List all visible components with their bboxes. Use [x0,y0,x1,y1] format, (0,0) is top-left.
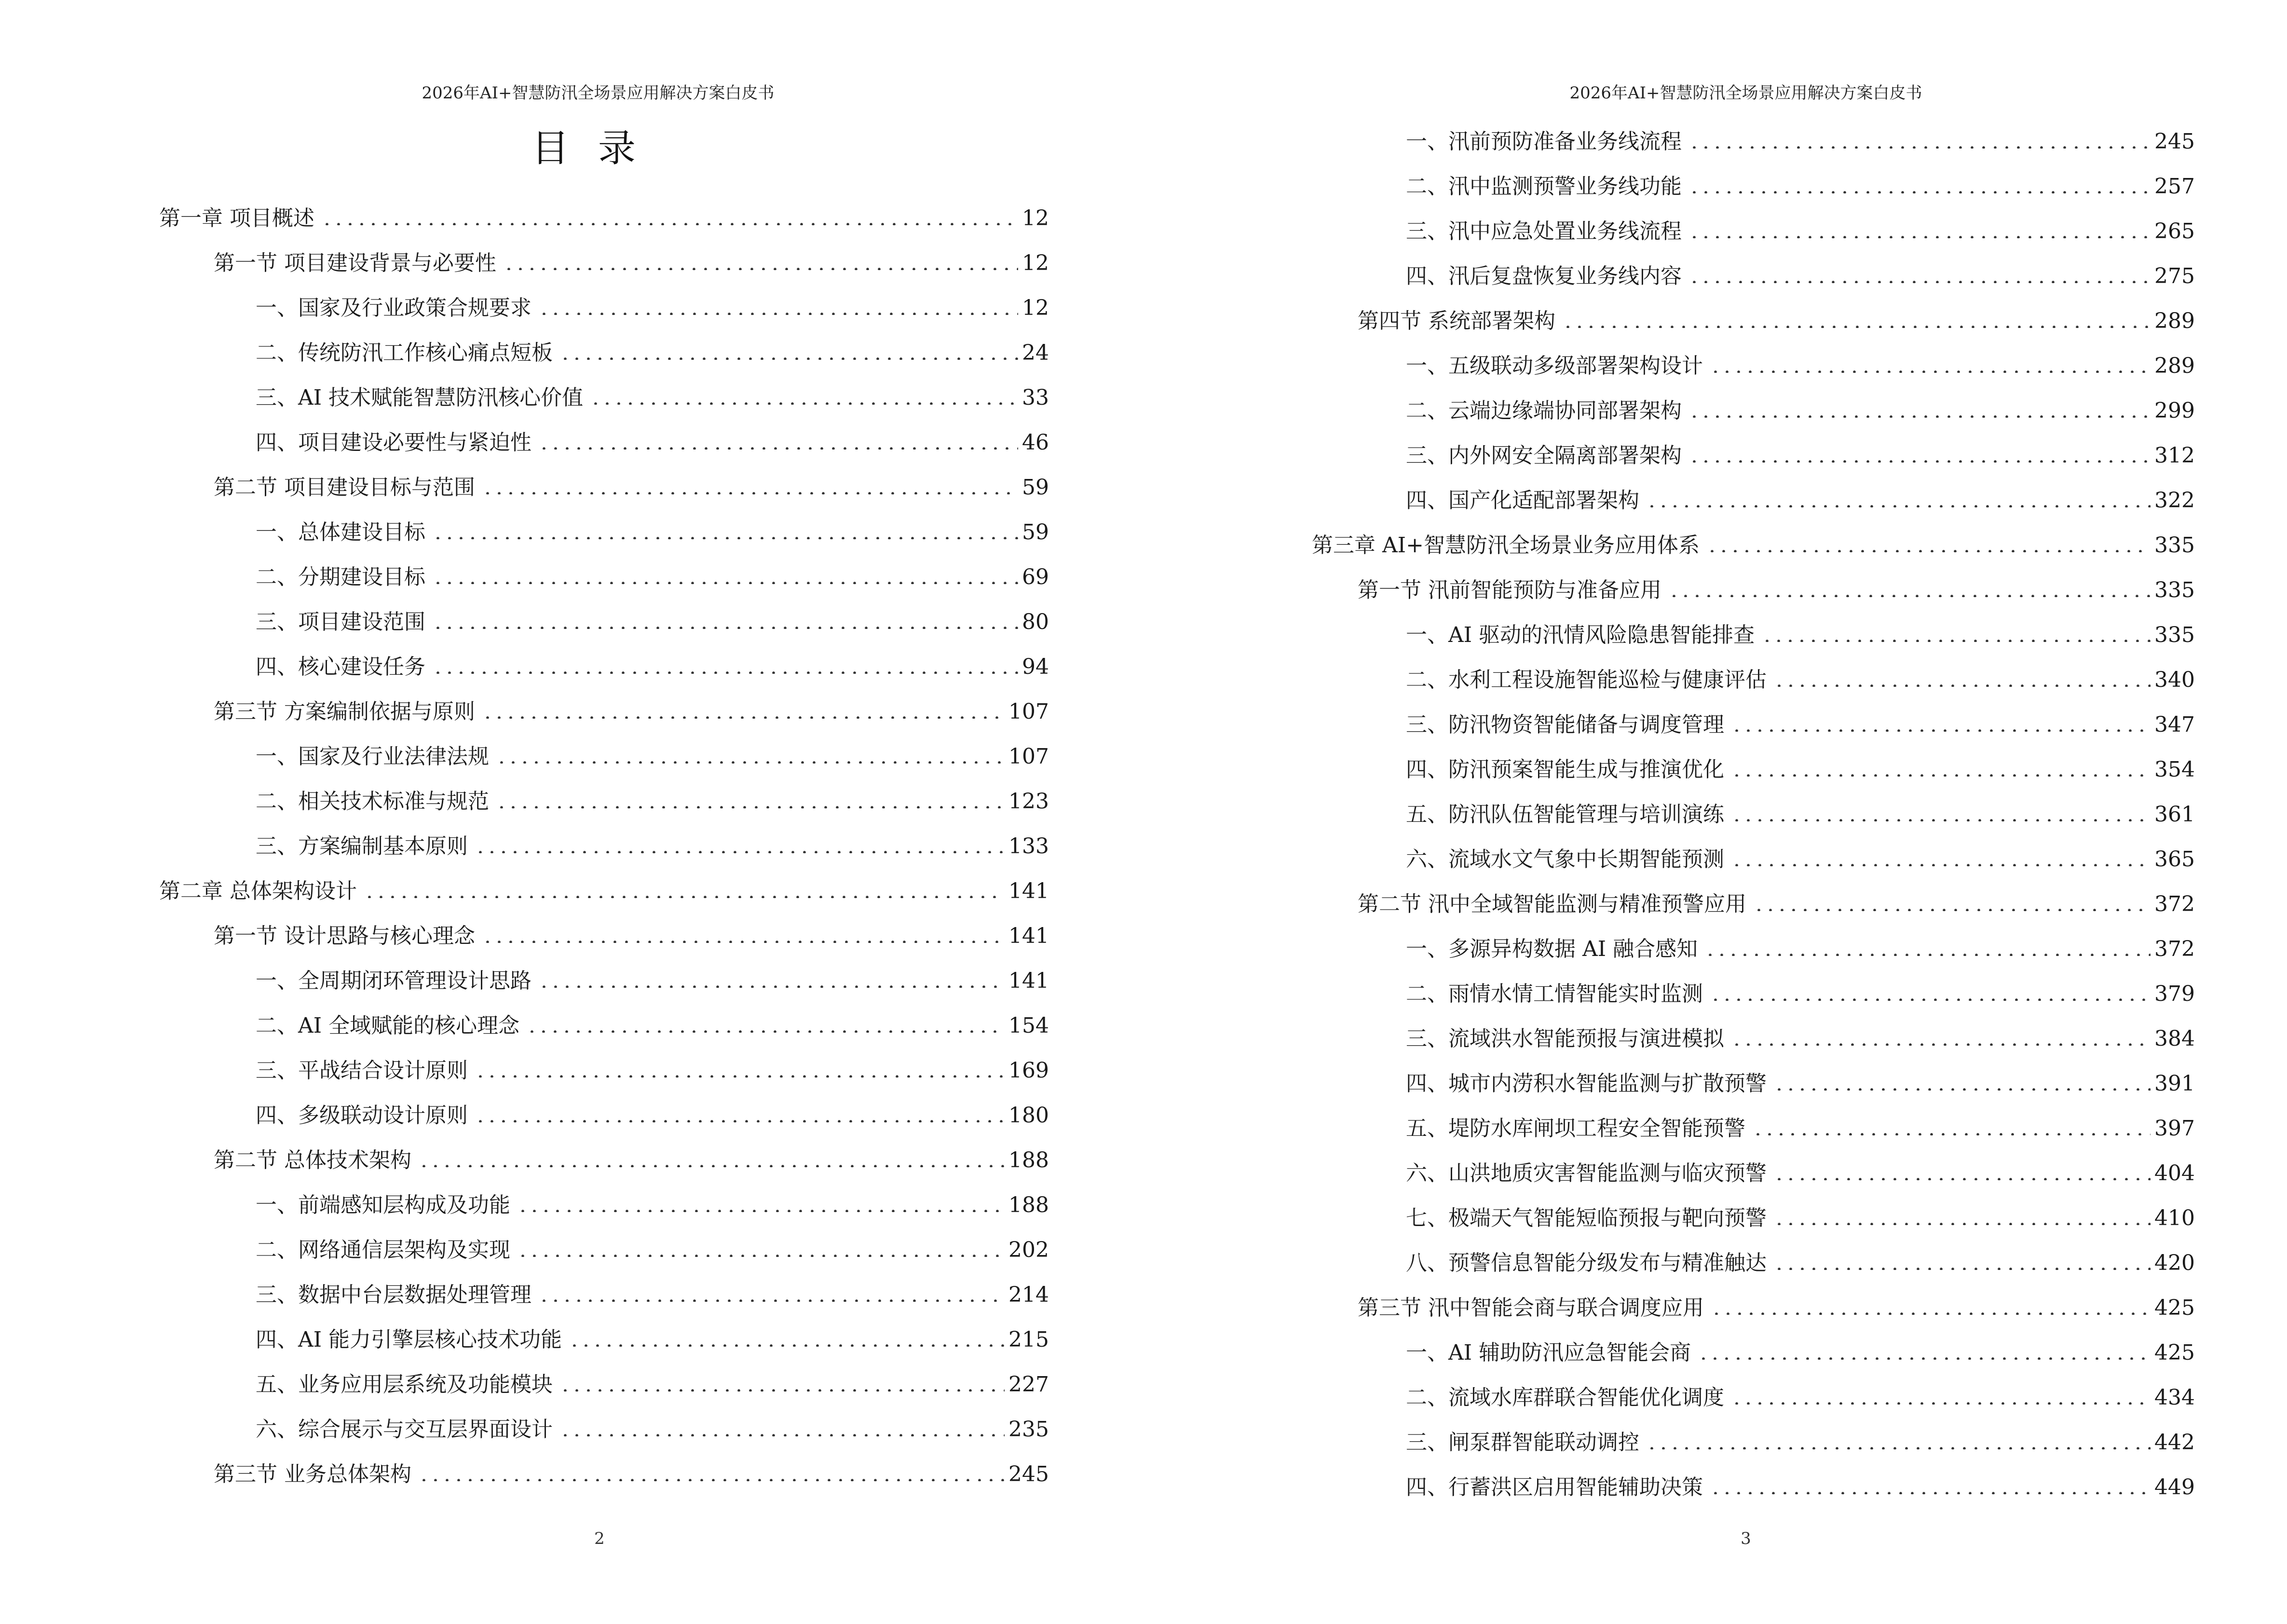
toc-entry-item[interactable] [256,1049,1049,1083]
dot-leader [559,1363,1005,1392]
page-number: 2 [594,1529,605,1548]
toc-entry-page-number: 107 [1008,699,1049,724]
toc-entry-item[interactable] [1406,1017,2195,1051]
toc-entry-page-number: 141 [1008,969,1049,993]
toc-entry-page-number: 275 [2154,264,2195,288]
toc-entry-page-number: 215 [1008,1327,1049,1352]
toc-entry-label: 四、防汛预案智能生成与推演优化 [1406,757,1724,782]
dot-leader [1710,1465,2151,1494]
toc-entry-label: 三、项目建设范围 [256,610,425,634]
toc-entry-item[interactable] [1406,389,2195,423]
dot-leader [1646,1420,2151,1449]
dot-leader [432,600,1018,629]
toc-entry-page-number: 133 [1008,834,1049,859]
toc-entry-label: 三、AI 技术赋能智慧防汛核心价值 [256,385,584,410]
dot-leader [418,1452,1005,1481]
toc-entry-label: 一、总体建设目标 [256,520,425,545]
toc-entry-label: 一、多源异构数据 AI 融合感知 [1406,937,1698,961]
toc-entry-item[interactable] [1406,1196,2195,1230]
toc-entry-page-number: 169 [1008,1058,1049,1083]
toc-entry-item[interactable] [256,1093,1049,1128]
toc-entry-item[interactable] [256,331,1049,365]
toc-entry-section[interactable] [1358,882,2195,916]
toc-entry-label: 七、极端天气智能短临预报与靶向预警 [1406,1206,1767,1230]
toc-entry-page-number: 12 [1022,296,1049,320]
toc-entry-label: 五、堤防水库闸坝工程安全智能预警 [1406,1116,1745,1141]
toc-entry-label: 三、方案编制基本原则 [256,834,468,859]
toc-entry-page-number: 227 [1008,1372,1049,1397]
toc-entry-label: 四、核心建设任务 [256,655,425,679]
toc-entry-page-number: 257 [2154,174,2195,199]
dot-leader [538,1273,1005,1302]
toc-entry-page-number: 245 [1008,1462,1049,1487]
toc-entry-label: 第一节 设计思路与核心理念 [214,924,475,948]
toc-entry-label: 第三章 AI+智慧防汛全场景业务应用体系 [1312,533,1700,558]
toc-entry-item[interactable] [1406,792,2195,827]
running-header: 2026年AI+智慧防汛全场景应用解决方案白皮书 [422,83,775,103]
toc-entry-page-number: 365 [2154,847,2195,872]
dot-leader [482,914,1005,943]
dot-leader [1731,748,2151,777]
toc-entry-item[interactable] [1406,344,2195,378]
running-header: 2026年AI+智慧防汛全场景应用解决方案白皮书 [1569,83,1922,103]
dot-leader [482,465,1018,494]
toc-entry-item[interactable] [256,1363,1049,1397]
toc-entry-label: 第二节 总体技术架构 [214,1148,411,1173]
toc-entry-label: 二、网络通信层架构及实现 [256,1238,510,1262]
dot-leader [590,376,1018,405]
toc-entry-page-number: 449 [2154,1475,2195,1500]
toc-entry-page-number: 312 [2154,443,2195,468]
toc-entry-section[interactable] [214,914,1049,948]
toc-entry-item[interactable] [256,555,1049,589]
toc-entry-label: 一、AI 辅助防汛应急智能会商 [1406,1340,1691,1365]
dot-leader [496,735,1005,764]
toc-entry-page-number: 420 [2154,1251,2195,1275]
toc-entry-page-number: 425 [2154,1296,2195,1320]
toc-entry-label: 二、雨情水情工情智能实时监测 [1406,982,1703,1006]
toc-entry-page-number: 94 [1022,655,1049,679]
toc-entry-label: 四、行蓄洪区启用智能辅助决策 [1406,1475,1703,1500]
toc-entry-page-number: 265 [2154,219,2195,244]
toc-entry-section[interactable] [1358,1286,2195,1320]
dot-leader [364,869,1005,898]
dot-leader [503,241,1018,270]
page-number: 3 [1741,1529,1751,1548]
dot-leader [1773,1151,2151,1180]
dot-leader [538,286,1018,315]
dot-leader [475,1049,1005,1078]
toc-entry-label: 三、内外网安全隔离部署架构 [1406,443,1682,468]
toc-entry-page-number: 59 [1022,520,1049,545]
toc-entry-item[interactable] [256,959,1049,993]
toc-entry-page-number: 354 [2154,757,2195,782]
toc-entry-page-number: 188 [1008,1193,1049,1217]
toc-entry-page-number: 372 [2154,937,2195,961]
toc-entry-item[interactable] [256,1407,1049,1442]
toc-entry-label: 六、山洪地质灾害智能监测与临灾预警 [1406,1161,1767,1186]
toc-entry-page-number: 245 [2154,129,2195,154]
dot-leader [1752,1106,2151,1135]
toc-entry-label: 第二章 总体架构设计 [159,879,357,903]
toc-entry-page-number: 442 [2154,1430,2195,1455]
dot-leader [559,1407,1005,1436]
toc-entry-item[interactable] [1406,1331,2195,1365]
toc-entry-label: 一、国家及行业法律法规 [256,744,489,769]
toc-entry-page-number: 141 [1008,879,1049,903]
toc-entry-page-number: 12 [1022,251,1049,275]
toc-entry-label: 四、AI 能力引擎层核心技术功能 [256,1327,562,1352]
toc-entry-page-number: 33 [1022,385,1049,410]
toc-entry-page-number: 24 [1022,341,1049,365]
dot-leader [1698,1331,2151,1360]
dot-leader [1688,164,2151,193]
dot-leader [1688,434,2151,463]
dot-leader [538,959,1005,988]
toc-entry-page-number: 372 [2154,892,2195,916]
toc-entry-item[interactable] [1406,1465,2195,1500]
toc-entry-page-number: 299 [2154,398,2195,423]
toc-entry-label: 第三节 业务总体架构 [214,1462,411,1487]
toc-entry-page-number: 335 [2154,533,2195,558]
toc-entry-label: 一、五级联动多级部署架构设计 [1406,354,1703,378]
toc-entry-item[interactable] [256,735,1049,769]
toc-entry-page-number: 384 [2154,1026,2195,1051]
toc-entry-item[interactable] [256,600,1049,634]
toc-entry-item[interactable] [1406,613,2195,647]
toc-entry-section[interactable] [214,465,1049,500]
toc-entry-page-number: 379 [2154,982,2195,1006]
toc-entry-page-number: 425 [2154,1340,2195,1365]
toc-entry-item[interactable] [1406,209,2195,244]
toc-entry-item[interactable] [1406,120,2195,154]
toc-entry-page-number: 188 [1008,1148,1049,1173]
toc-entry-label: 三、汛中应急处置业务线流程 [1406,219,1682,244]
dot-leader [1688,254,2151,283]
toc-entry-label: 二、云端边缘端协同部署架构 [1406,398,1682,423]
toc-entry-page-number: 347 [2154,712,2195,737]
dot-leader [1646,478,2151,507]
dot-leader [496,779,1005,808]
toc-entry-page-number: 289 [2154,309,2195,333]
toc-entry-page-number: 391 [2154,1071,2195,1096]
toc-entry-page-number: 46 [1022,430,1049,455]
dot-leader [475,824,1005,853]
toc-entry-label: 二、水利工程设施智能巡检与健康评估 [1406,668,1767,692]
toc-entry-label: 第一节 项目建设背景与必要性 [214,251,496,275]
toc-entry-label: 二、AI 全域赋能的核心理念 [256,1013,520,1038]
dot-leader [1731,837,2151,866]
toc-entry-label: 四、多级联动设计原则 [256,1103,468,1128]
dot-leader [526,1004,1005,1033]
toc-entry-page-number: 154 [1008,1013,1049,1038]
toc-entry-label: 二、相关技术标准与规范 [256,789,489,814]
toc-entry-label: 三、数据中台层数据处理管理 [256,1283,531,1307]
toc-entry-label: 五、业务应用层系统及功能模块 [256,1372,553,1397]
toc-entry-label: 三、流域洪水智能预报与演进模拟 [1406,1026,1724,1051]
toc-entry-label: 二、分期建设目标 [256,565,425,589]
toc-entry-section[interactable] [214,690,1049,724]
toc-entry-item[interactable] [1406,1062,2195,1096]
toc-entry-label: 四、汛后复盘恢复业务线内容 [1406,264,1682,288]
toc-entry-page-number: 141 [1008,924,1049,948]
toc-entry-label: 第二节 汛中全域智能监测与精准预警应用 [1358,892,1746,916]
dot-leader [1688,209,2151,238]
toc-entry-item[interactable] [1406,164,2195,199]
toc-entry-label: 三、防汛物资智能储备与调度管理 [1406,712,1724,737]
toc-entry-item[interactable] [256,779,1049,814]
toc-entry-item[interactable] [256,1318,1049,1352]
toc-entry-section[interactable] [214,241,1049,275]
dot-leader [1731,703,2151,732]
toc-entry-item[interactable] [256,510,1049,545]
toc-entry-page-number: 397 [2154,1116,2195,1141]
dot-leader [1731,792,2151,821]
toc-entry-chapter[interactable] [1312,523,2195,558]
dot-leader [1710,344,2151,373]
toc-entry-item[interactable] [1406,478,2195,513]
toc-entry-page-number: 80 [1022,610,1049,634]
toc-entry-label: 三、闸泵群智能联动调控 [1406,1430,1639,1455]
toc-entry-page-number: 12 [1022,206,1049,231]
toc-entry-page-number: 59 [1022,475,1049,500]
toc-entry-page-number: 322 [2154,488,2195,513]
dot-leader [517,1228,1005,1257]
dot-leader [321,196,1018,225]
toc-entry-section[interactable] [1358,568,2195,602]
dot-leader [517,1183,1005,1212]
toc-entry-label: 第三节 方案编制依据与原则 [214,699,475,724]
toc-entry-page-number: 340 [2154,668,2195,692]
toc-entry-chapter[interactable] [159,196,1049,231]
toc-entry-page-number: 69 [1022,565,1049,589]
toc-entry-page-number: 361 [2154,802,2195,827]
toc-entry-item[interactable] [1406,1420,2195,1455]
toc-entry-item[interactable] [1406,703,2195,737]
dot-leader [1688,389,2151,418]
toc-entry-item[interactable] [256,1273,1049,1307]
toc-entry-label: 四、项目建设必要性与紧迫性 [256,430,531,455]
toc-entry-item[interactable] [256,286,1049,320]
toc-entry-page-number: 335 [2154,578,2195,602]
toc-entry-section[interactable] [214,1138,1049,1173]
toc-entry-item[interactable] [256,421,1049,455]
toc-entry-item[interactable] [1406,1151,2195,1186]
toc-entry-page-number: 335 [2154,623,2195,647]
toc-entry-page-number: 202 [1008,1238,1049,1262]
dot-leader [1710,972,2151,1001]
toc-entry-label: 第二节 项目建设目标与范围 [214,475,475,500]
dot-leader [418,1138,1005,1167]
dot-leader [1753,882,2151,911]
dot-leader [482,690,1005,719]
toc-entry-page-number: 289 [2154,354,2195,378]
toc-entry-item[interactable] [1406,837,2195,872]
toc-entry-page-number: 235 [1008,1417,1049,1442]
dot-leader [475,1093,1005,1122]
toc-title: 目录 [531,127,665,170]
dot-leader [1773,658,2151,687]
toc-entry-page-number: 180 [1008,1103,1049,1128]
toc-entry-page-number: 404 [2154,1161,2195,1186]
toc-entry-chapter[interactable] [159,869,1049,903]
toc-entry-item[interactable] [256,1228,1049,1262]
toc-entry-label: 二、汛中监测预警业务线功能 [1406,174,1682,199]
toc-entry-label: 第一节 汛前智能预防与准备应用 [1358,578,1661,602]
dot-leader [1668,568,2151,597]
dot-leader [1688,120,2151,149]
dot-leader [559,331,1018,360]
toc-entry-item[interactable] [1406,748,2195,782]
toc-entry-item[interactable] [256,1183,1049,1217]
toc-entry-page-number: 214 [1008,1283,1049,1307]
toc-entry-label: 一、全周期闭环管理设计思路 [256,969,531,993]
toc-entry-item[interactable] [1406,1376,2195,1410]
dot-leader [432,645,1018,674]
toc-entry-page-number: 123 [1008,789,1049,814]
toc-entry-label: 八、预警信息智能分级发布与精准触达 [1406,1251,1767,1275]
toc-entry-item[interactable] [1406,972,2195,1006]
toc-entry-label: 六、综合展示与交互层界面设计 [256,1417,553,1442]
dot-leader [1773,1062,2151,1091]
toc-entry-item[interactable] [1406,658,2195,692]
dot-leader [1761,613,2151,642]
toc-entry-page-number: 410 [2154,1206,2195,1230]
dot-leader [1773,1241,2151,1270]
toc-entry-item[interactable] [256,376,1049,410]
toc-entry-label: 三、平战结合设计原则 [256,1058,468,1083]
toc-entry-label: 六、流域水文气象中长期智能预测 [1406,847,1724,872]
toc-entry-item[interactable] [256,1004,1049,1038]
toc-entry-label: 五、防汛队伍智能管理与培训演练 [1406,802,1724,827]
toc-entry-page-number: 107 [1008,744,1049,769]
toc-entry-label: 四、国产化适配部署架构 [1406,488,1639,513]
dot-leader [569,1318,1005,1347]
dot-leader [1704,927,2151,956]
toc-entry-label: 一、国家及行业政策合规要求 [256,296,531,320]
toc-entry-label: 第一章 项目概述 [159,206,314,231]
toc-entry-item[interactable] [256,645,1049,679]
dot-leader [1711,1286,2151,1315]
toc-entry-label: 二、流域水库群联合智能优化调度 [1406,1385,1724,1410]
dot-leader [538,421,1018,450]
dot-leader [1562,299,2151,328]
dot-leader [1706,523,2151,552]
toc-entry-label: 第三节 汛中智能会商与联合调度应用 [1358,1296,1704,1320]
toc-entry-item[interactable] [256,824,1049,859]
dot-leader [1731,1017,2151,1046]
toc-entry-label: 一、AI 驱动的汛情风险隐患智能排查 [1406,623,1755,647]
toc-entry-label: 四、城市内涝积水智能监测与扩散预警 [1406,1071,1767,1096]
toc-entry-item[interactable] [1406,1241,2195,1275]
toc-entry-label: 一、前端感知层构成及功能 [256,1193,510,1217]
toc-entry-page-number: 434 [2154,1385,2195,1410]
dot-leader [1773,1196,2151,1225]
toc-entry-label: 第四节 系统部署架构 [1358,309,1555,333]
dot-leader [432,510,1018,539]
right-page [1144,0,2287,1624]
toc-entry-item[interactable] [1406,254,2195,288]
toc-entry-section[interactable] [214,1452,1049,1487]
toc-entry-section[interactable] [1358,299,2195,333]
dot-leader [432,555,1018,584]
toc-entry-item[interactable] [1406,927,2195,961]
toc-entry-item[interactable] [1406,1106,2195,1141]
dot-leader [1731,1376,2151,1405]
toc-entry-item[interactable] [1406,434,2195,468]
toc-entry-label: 一、汛前预防准备业务线流程 [1406,129,1682,154]
toc-entry-label: 二、传统防汛工作核心痛点短板 [256,341,553,365]
